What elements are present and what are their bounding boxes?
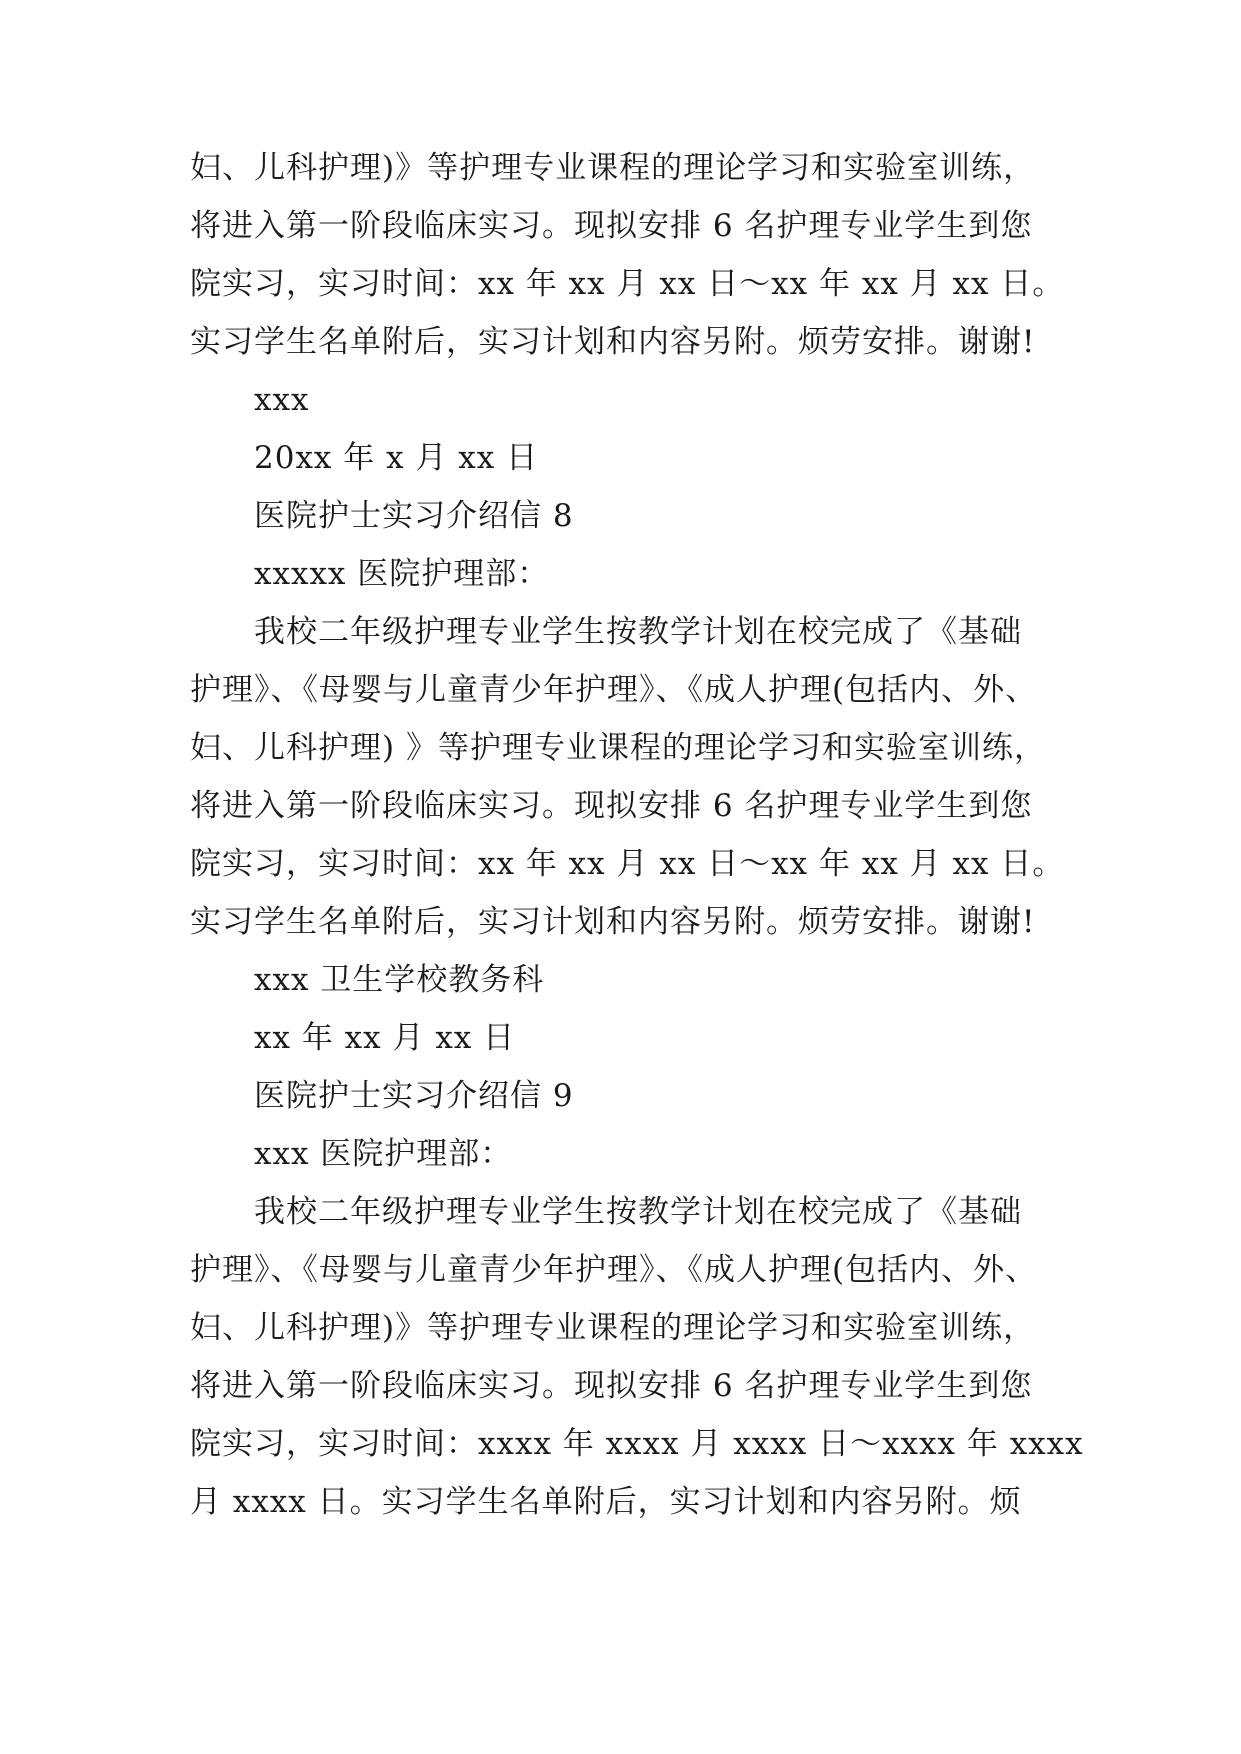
- body-text-line: 我校二年级护理专业学生按教学计划在校完成了《基础: [254, 614, 1022, 650]
- date-line: xx 年 xx 月 xx 日: [254, 1020, 516, 1056]
- body-text-line: 院实习，实习时间：xx 年 xx 月 xx 日～xx 年 xx 月 xx 日。: [190, 266, 1065, 302]
- body-text-line: 护理》、《母婴与儿童青少年护理》、《成人护理(包括内、外、: [190, 1252, 1038, 1288]
- body-text-line: 妇、儿科护理) 》等护理专业课程的理论学习和实验室训练，: [190, 730, 1046, 766]
- salutation-line: xxx 医院护理部：: [254, 1136, 513, 1172]
- body-text-line: 月 xxxx 日。实习学生名单附后，实习计划和内容另附。烦: [190, 1484, 1022, 1520]
- section-heading: 医院护士实习介绍信 8: [254, 498, 574, 534]
- body-text-line: 实习学生名单附后，实习计划和内容另附。烦劳安排。谢谢!: [190, 904, 1036, 940]
- signature-line: xxx: [254, 382, 310, 418]
- body-text-line: 实习学生名单附后，实习计划和内容另附。烦劳安排。谢谢!: [190, 324, 1036, 360]
- body-text-line: 院实习，实习时间：xx 年 xx 月 xx 日～xx 年 xx 月 xx 日。: [190, 846, 1065, 882]
- section-heading: 医院护士实习介绍信 9: [254, 1078, 574, 1114]
- body-text-line: 将进入第一阶段临床实习。现拟安排 6 名护理专业学生到您: [190, 208, 1033, 244]
- body-text-line: 将进入第一阶段临床实习。现拟安排 6 名护理专业学生到您: [190, 1368, 1033, 1404]
- body-text-line: 护理》、《母婴与儿童青少年护理》、《成人护理(包括内、外、: [190, 672, 1038, 708]
- signature-line: xxx 卫生学校教务科: [254, 962, 545, 998]
- body-text-line: 妇、儿科护理)》等护理专业课程的理论学习和实验室训练，: [190, 150, 1036, 186]
- body-text-line: 我校二年级护理专业学生按教学计划在校完成了《基础: [254, 1194, 1022, 1230]
- body-text-line: 院实习，实习时间：xxxx 年 xxxx 月 xxxx 日～xxxx 年 xxxx: [190, 1426, 1084, 1462]
- body-text-line: 妇、儿科护理)》等护理专业课程的理论学习和实验室训练，: [190, 1310, 1036, 1346]
- date-line: 20xx 年 x 月 xx 日: [254, 440, 539, 476]
- salutation-line: xxxxx 医院护理部：: [254, 556, 550, 592]
- body-text-line: 将进入第一阶段临床实习。现拟安排 6 名护理专业学生到您: [190, 788, 1033, 824]
